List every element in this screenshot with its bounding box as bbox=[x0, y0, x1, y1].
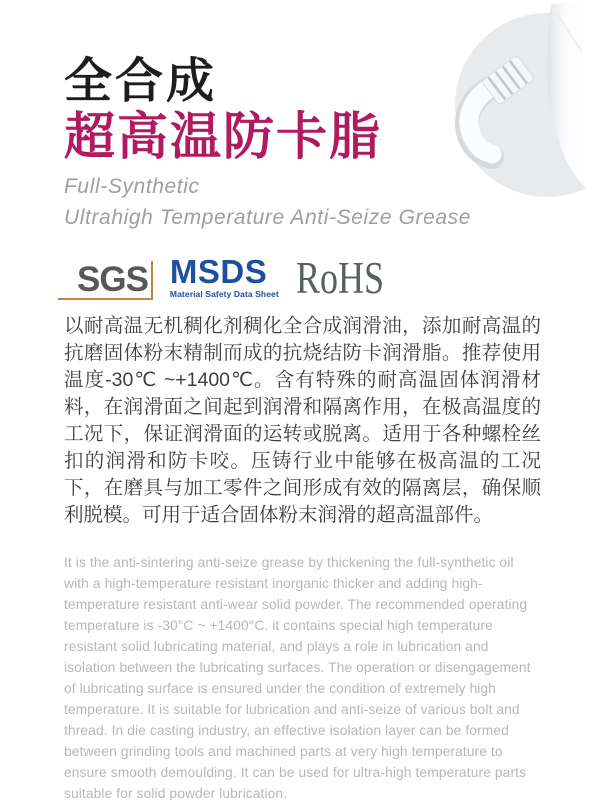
sgs-logo-label: SGS bbox=[77, 259, 148, 299]
certification-logos-row bbox=[58, 250, 406, 304]
msds-logo-label: MSDS bbox=[169, 252, 268, 290]
product-title-chinese-line1: 全合成 bbox=[64, 55, 218, 108]
msds-logo bbox=[169, 252, 279, 300]
rohs-logo-label: RoHS bbox=[295, 253, 384, 304]
msds-logo-sublabel: Material Safety Data Sheet bbox=[169, 289, 279, 299]
subtitle-line1: Full-Synthetic bbox=[64, 175, 200, 198]
product-subtitle-english bbox=[64, 171, 471, 233]
description-english: It is the anti-sintering anti-seize grease by thickening the full-synthetic oil with a high-temperature resistant inorganic thicker and adding high-temperature resistant anti-wear solid powder. The recommended operating temperature is -30°C ~ +1400°C. it contains special high temperature resistant solid lubricating material, and plays a role in lubrication and isolation between the lubricating surfaces. The operation or disengagement of lubricating surface is ensured under the condition of extremely high temperature. It is suitable for lubrication and anti-seize of various bolt and thread. In die casting industry, an effective isolation layer can be formed between grinding tools and machined parts at very high temperature to ensure smooth demoulding. It can be used for ultra-high temperature parts suitable for solid powder lubrication. bbox=[64, 555, 531, 800]
rohs-logo bbox=[295, 253, 384, 304]
sgs-logo bbox=[58, 261, 153, 300]
description-chinese: 以耐高温无机稠化剂稠化全合成润滑油，添加耐高温的抗磨固体粉末精制而成的抗烧结防卡润滑脂。推荐使用温度-30℃ ~+1400℃。含有特殊的耐高温固体润滑材料，在润滑面之间起到润滑和隔离作用，在极高温度的工况下，保证润滑面的运转或脱离。适用于各种螺栓丝扣的润滑和防卡咬。压铸行业中能够在极高温的工况下，在磨具与加工零件之间形成有效的隔离层，确保顺利脱模。可用于适合固体粉末润滑的超高温部件。 bbox=[64, 315, 541, 526]
product-title-chinese-line2: 超高温防卡脂 bbox=[64, 108, 383, 165]
subtitle-line2: Ultrahigh Temperature Anti-Seize Grease bbox=[64, 206, 472, 229]
